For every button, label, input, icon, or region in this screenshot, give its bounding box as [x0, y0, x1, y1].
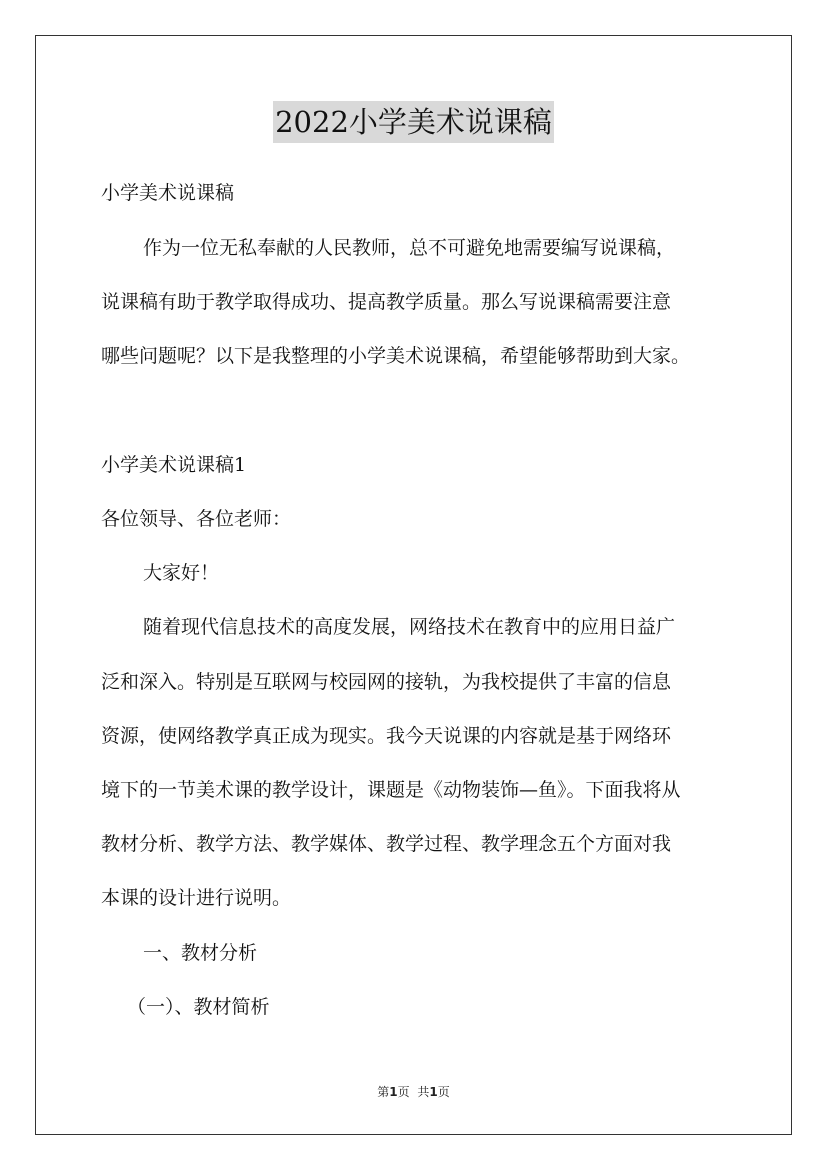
footer-page-current: 1	[389, 1085, 398, 1099]
paragraph-line: 本课的设计进行说明。	[101, 887, 292, 909]
section-heading: 小学美术说课稿	[101, 182, 235, 204]
subsection-heading: 一、教材分析	[143, 942, 258, 964]
subsection-heading: （一）、教材简析	[127, 996, 270, 1018]
footer-total-suffix: 页	[437, 1085, 450, 1099]
paragraph-line: 资源，使网络教学真正成为现实。我今天说课的内容就是基于网络环	[101, 725, 672, 747]
paragraph-line: 境下的一节美术课的教学设计，课题是《动物装饰—鱼》。下面我将从	[101, 779, 681, 801]
page-footer	[0, 1083, 827, 1101]
greeting: 大家好！	[143, 562, 220, 584]
paragraph-line: 泛和深入。特别是互联网与校园网的接轨，为我校提供了丰富的信息	[101, 671, 672, 693]
paragraph-line: 哪些问题呢？以下是我整理的小学美术说课稿，希望能够帮助到大家。	[101, 345, 691, 367]
title-container	[0, 101, 827, 143]
paragraph-line: 随着现代信息技术的高度发展，网络技术在教育中的应用日益广	[143, 616, 676, 638]
footer-page-prefix: 第	[377, 1085, 390, 1099]
salutation: 各位领导、各位老师：	[101, 508, 292, 530]
paragraph-line: 作为一位无私奉献的人民教师，总不可避免地需要编写说课稿，	[143, 237, 676, 259]
footer-total-prefix: 共	[417, 1085, 430, 1099]
paragraph-line: 说课稿有助于教学取得成功、提高教学质量。那么写说课稿需要注意	[101, 291, 672, 313]
footer-page-suffix: 页	[397, 1085, 410, 1099]
document-title: 2022小学美术说课稿	[273, 101, 554, 143]
footer-page-total: 1	[429, 1085, 438, 1099]
paragraph-line: 教材分析、教学方法、教学媒体、教学过程、教学理念五个方面对我	[101, 833, 672, 855]
section-heading: 小学美术说课稿1	[101, 454, 247, 476]
